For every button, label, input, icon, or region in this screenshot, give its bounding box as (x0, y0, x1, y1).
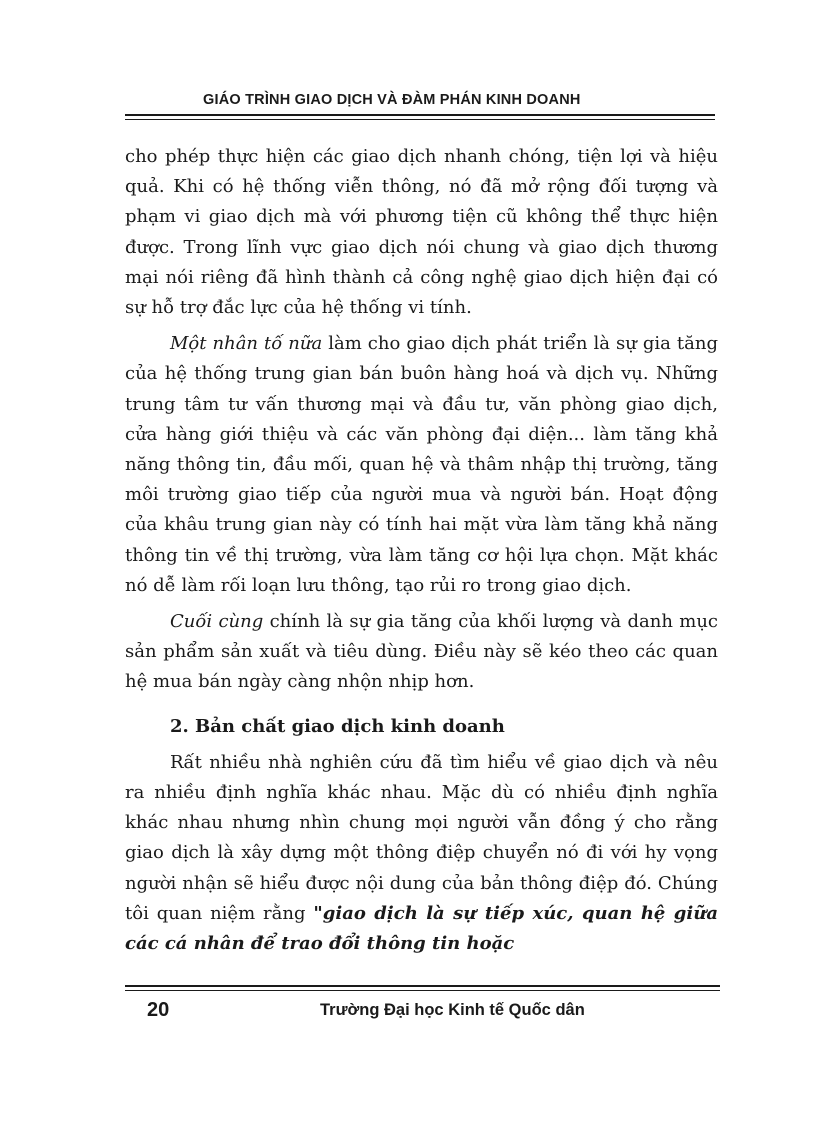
running-footer (125, 985, 720, 1025)
running-header (125, 88, 715, 118)
footer-rule (125, 985, 720, 987)
paragraph-2-text: làm cho giao dịch phát triển là sự gia tăng của hệ thống trung gian bán buôn hàng hoá và dịch vụ. Những trung tâm tư vấn thương mại và đầu tư, văn phòng giao dịch, cửa hàng giới thiệu và các văn phòng đại diện... làm tăng khả năng thông tin, đầu mối, quan hệ và thâm nhập thị trường, tăng môi trường giao tiếp của người mua và người bán. Hoạt động của khâu trung gian này có tính hai mặt vừa làm tăng khả năng thông tin về thị trường, vừa làm tăng cơ hội lựa chọn. Mặt khác nó dễ làm rối loạn lưu thông, tạo rủi ro trong giao dịch. (125, 333, 718, 596)
header-rule-thin (125, 119, 715, 120)
section-heading: 2. Bản chất giao dịch kinh doanh (170, 715, 505, 737)
paragraph-3 (125, 607, 718, 698)
paragraph-1-text: cho phép thực hiện các giao dịch nhanh chóng, tiện lợi và hiệu quả. Khi có hệ thống viễn thông, nó đã mở rộng đối tượng và phạm vi giao dịch mà với phương tiện cũ không thể thực hiện được. Trong lĩnh vực giao dịch nói chung và giao dịch thương mại nói riêng đã hình thành cả công nghệ giao dịch hiện đại có sự hỗ trợ đắc lực của hệ thống vi tính. (125, 146, 718, 319)
paragraph-1 (125, 142, 718, 323)
page-number: 20 (147, 999, 170, 1021)
paragraph-3-emphasis: Cuối cùng (170, 611, 264, 633)
header-title: GIÁO TRÌNH GIAO DỊCH VÀ ĐÀM PHÁN KINH DOANH (203, 92, 581, 108)
footer-title: Trường Đại học Kinh tế Quốc dân (320, 1001, 585, 1019)
header-rule (125, 114, 715, 116)
paragraph-3-text: chính là sự gia tăng của khối lượng và danh mục sản phẩm sản xuất và tiêu dùng. Điều này sẽ kéo theo các quan hệ mua bán ngày càng nhộn nhịp hơn. (125, 611, 718, 693)
page-body (125, 142, 718, 959)
paragraph-4-text: Rất nhiều nhà nghiên cứu đã tìm hiểu về giao dịch và nêu ra nhiều định nghĩa khác nhau. Mặc dù có nhiều định nghĩa khác nhau nhưng nhìn chung mọi người vẫn đồng ý cho rằng giao dịch là xây dựng một thông điệp chuyển nó đi với hy vọng người nhận sẽ hiểu được nội dung của bản thông điệp đó. Chúng tôi quan niệm rằng (125, 751, 718, 924)
paragraph-4 (125, 748, 718, 959)
paragraph-2-emphasis: Một nhân tố nữa (170, 333, 323, 355)
footer-rule-thin (125, 990, 720, 991)
paragraph-2 (125, 329, 718, 601)
paragraph-4-definition: "giao dịch là sự tiếp xúc, quan hệ giữa các cá nhân để trao đổi thông tin hoặc (125, 902, 718, 955)
